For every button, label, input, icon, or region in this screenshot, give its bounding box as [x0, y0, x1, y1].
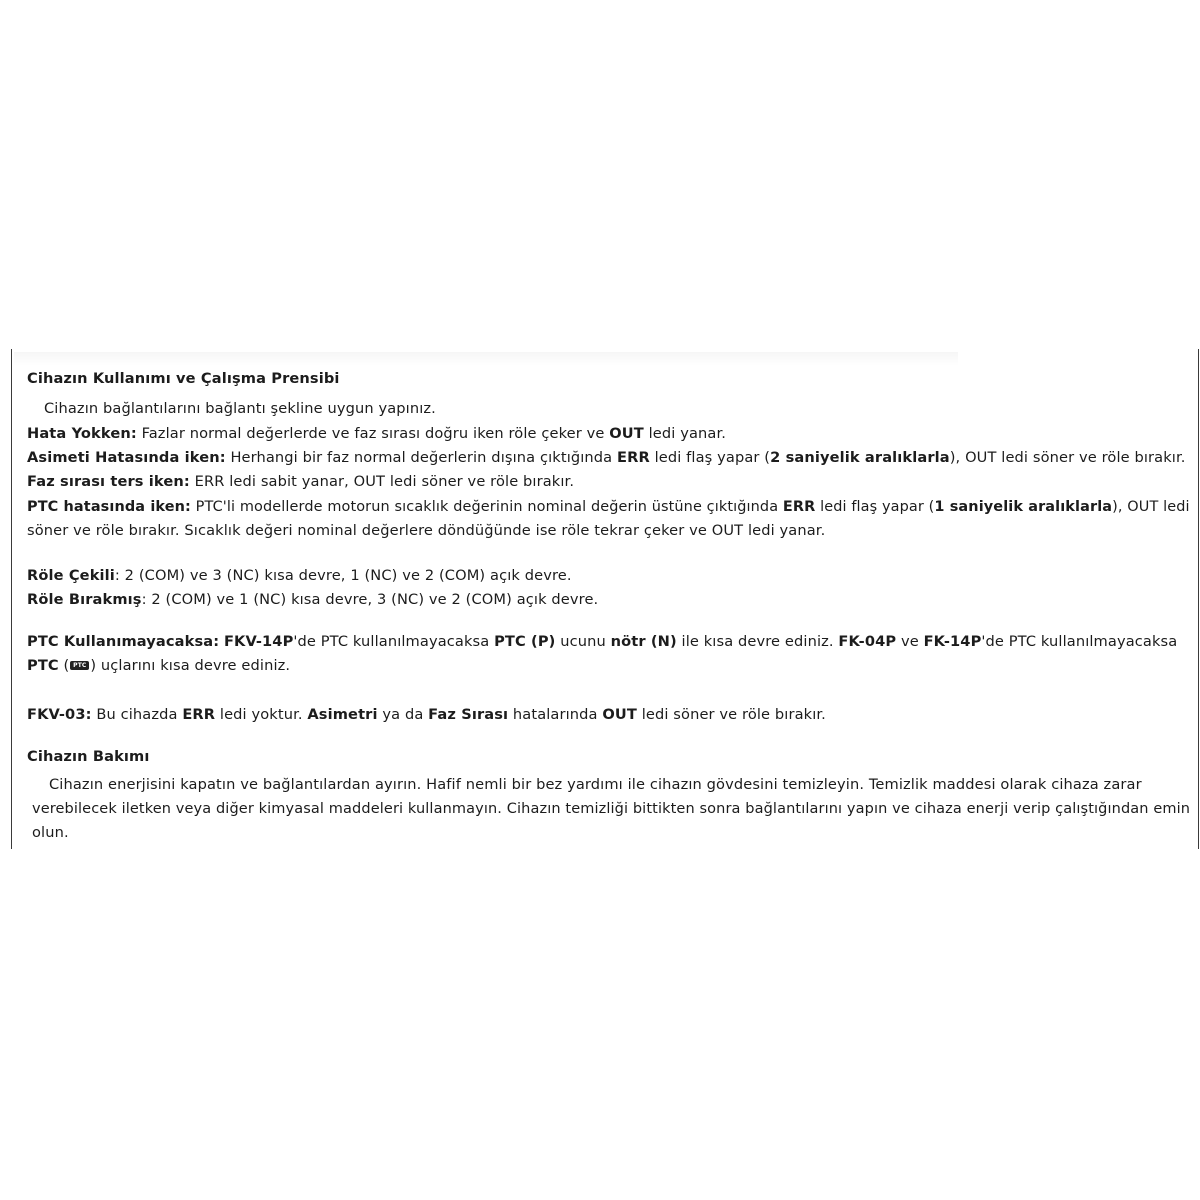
ptc-hata-text-2: ledi flaş yapar ( [815, 499, 935, 515]
faz-ters-label: Faz sırası ters iken: [27, 473, 190, 490]
fkv03-label: FKV-03: [27, 706, 92, 723]
maintenance-line-3: olun. [32, 824, 69, 841]
asimetri-text-1: Herhangi bir faz normal değerlerin dışına çıktığında [225, 449, 617, 466]
asimetri-err: ERR [617, 449, 650, 466]
ptc-unused-line [27, 632, 1177, 652]
asimetri-text-3: ), OUT ledi söner ve röle bırakır. [949, 449, 1186, 466]
usage-heading: Cihazın Kullanımı ve Çalışma Prensibi [27, 370, 340, 387]
maintenance-line-1: Cihazın enerjisini kapatın ve bağlantılardan ayırın. Hafif nemli bir bez yardımı ile cihazın gövdesini temizleyin. Temizlik maddesi olarak cihaza zarar [49, 776, 1142, 793]
ptc-unused-model-3: FK-14P [923, 633, 982, 650]
fkv03-line [27, 705, 826, 725]
ptc-unused-line2-text: ) uçlarını kısa devre ediniz. [90, 657, 291, 674]
ptc-hata-label: PTC hatasında iken: [27, 499, 191, 515]
ptc-unused-label: PTC Kullanımayacaksa: [27, 633, 220, 650]
ptc-unused-text-4: ve [896, 633, 924, 650]
role-cekili-text: : 2 (COM) ve 3 (NC) kısa devre, 1 (NC) ve 2 (COM) açık devre. [114, 567, 572, 584]
maintenance-line-2: verebilecek iletken veya diğer kimyasal maddeleri kullanmayın. Cihazın temizliği bittikten sonra bağlantılarını yapın ve cihaza enerji verip çalıştığından emin [32, 801, 1191, 817]
ptc-hata-text-3: ), OUT ledi [1112, 499, 1190, 515]
ptc-unused-ptc-label: PTC [27, 657, 59, 674]
fkv03-text-1: Bu cihazda [91, 706, 183, 723]
role-birakmis-label: Röle Bırakmış [27, 591, 142, 608]
hata-yokken-text-2: ledi yanar. [643, 425, 726, 442]
role-cekili-label: Röle Çekili [27, 567, 115, 584]
faz-ters-text: ERR ledi sabit yanar, OUT ledi söner ve röle bırakır. [189, 473, 575, 490]
ptc-hata-line-2: söner ve röle bırakır. Sıcaklık değeri nominal değerlere döndüğünde ise röle tekrar çeker ve OUT ledi yanar. [27, 522, 826, 539]
fkv03-faz-sirasi: Faz Sırası [428, 706, 509, 723]
asimetri-interval: 2 saniyelik aralıklarla [770, 449, 950, 466]
fkv03-text-3: ya da [377, 706, 429, 723]
role-birakmis-line [27, 590, 598, 610]
ptc-unused-text-3: ile kısa devre ediniz. [676, 633, 839, 650]
ptc-hata-text-1: PTC'li modellerde motorun sıcaklık değerinin nominal değerin üstüne çıktığında [190, 499, 783, 515]
ptc-unused-ptc-p: PTC (P) [494, 633, 556, 650]
ptc-hata-line [27, 497, 1190, 517]
asimetri-label: Asimeti Hatasında iken: [27, 449, 226, 466]
fkv03-text-4: hatalarında [508, 706, 603, 723]
fkv03-asimetri: Asimetri [307, 706, 378, 723]
ptc-unused-text-2: ucunu [555, 633, 611, 650]
fkv03-out: OUT [602, 706, 637, 723]
ptc-hata-err: ERR [782, 499, 816, 515]
asimetri-line [27, 448, 1186, 468]
ptc-unused-text-1: 'de PTC kullanılmayacaksa [293, 633, 495, 650]
hata-yokken-label: Hata Yokken: [27, 425, 137, 442]
hata-yokken-out: OUT [609, 425, 644, 442]
role-cekili-line [27, 566, 572, 586]
faz-ters-line [27, 472, 574, 492]
right-border-line [1198, 349, 1199, 849]
maintenance-heading: Cihazın Bakımı [27, 748, 150, 765]
top-shade [14, 352, 958, 366]
fkv03-text-2: ledi yoktur. [215, 706, 308, 723]
usage-intro: Cihazın bağlantılarını bağlantı şekline uygun yapınız. [44, 400, 436, 417]
ptc-unused-line-2 [27, 656, 290, 676]
hata-yokken-text-1: Fazlar normal değerlerde ve faz sırası doğru iken röle çeker ve [136, 425, 610, 442]
fkv03-err: ERR [182, 706, 216, 723]
ptc-unused-model-1: FKV-14P [223, 633, 294, 650]
ptc-unused-text-5: 'de PTC kullanılmayacaksa [981, 633, 1178, 650]
fkv03-text-5: ledi söner ve röle bırakır. [636, 706, 826, 723]
hata-yokken-line [27, 424, 726, 444]
ptc-terminal-icon: PTC [70, 661, 89, 670]
ptc-unused-model-2: FK-04P [838, 633, 897, 650]
asimetri-text-2: ledi flaş yapar ( [649, 449, 771, 466]
role-birakmis-text: : 2 (COM) ve 1 (NC) kısa devre, 3 (NC) ve 2 (COM) açık devre. [141, 591, 599, 608]
ptc-hata-interval: 1 saniyelik aralıklarla [934, 499, 1113, 515]
ptc-unused-notr-n: nötr (N) [610, 633, 677, 650]
ptc-unused-paren-open: ( [58, 657, 70, 674]
left-border-line [11, 349, 12, 849]
